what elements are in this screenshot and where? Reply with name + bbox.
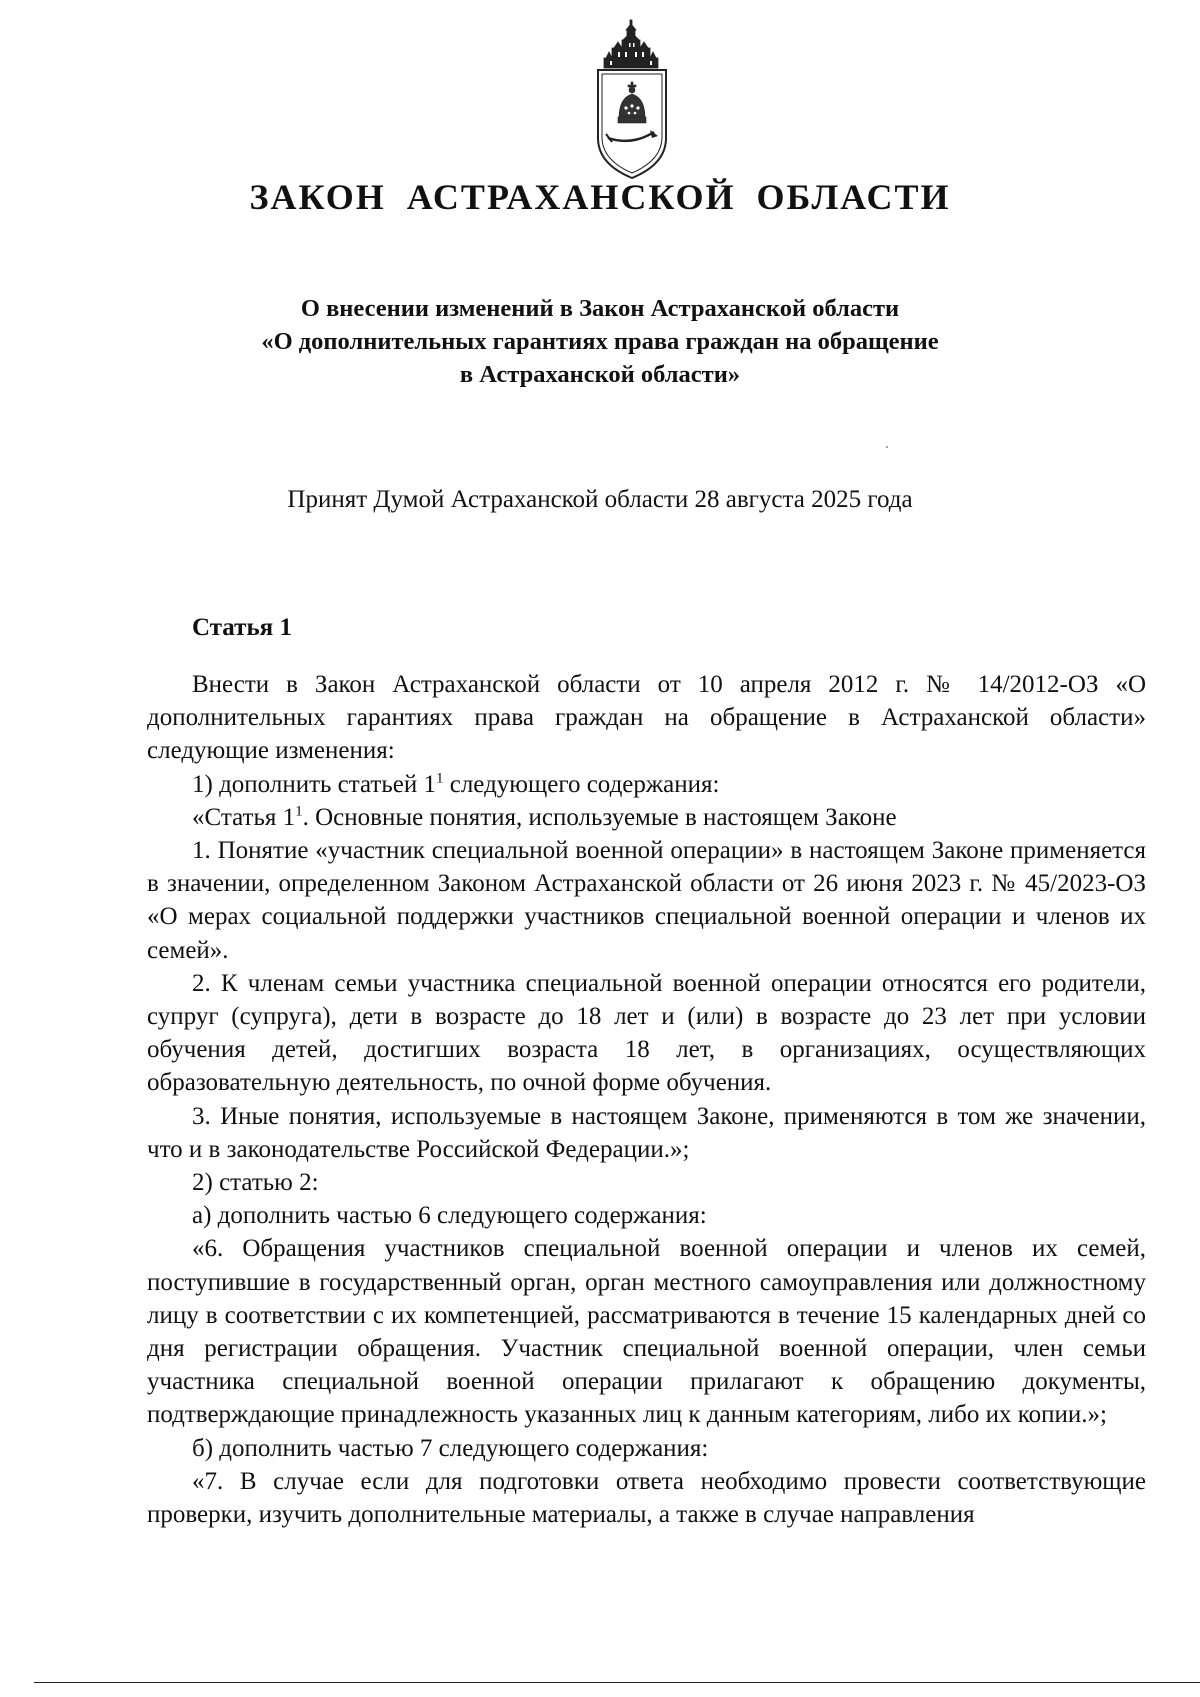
definition-point-3: 3. Иные понятия, используемые в настоящем Законе, применяются в том же значении, что и в законодательстве Российской Федерации.»; bbox=[147, 1102, 1146, 1163]
article-heading: Статья 1 bbox=[192, 614, 292, 641]
astrakhan-coat-of-arms-icon bbox=[592, 18, 674, 190]
article-body bbox=[147, 668, 1146, 1531]
new-article-heading bbox=[147, 801, 1146, 834]
subtitle-line: «О дополнительных гарантиях права граждан на обращение bbox=[261, 328, 939, 355]
amendment-item-1 bbox=[147, 768, 1146, 801]
subtitle-line: в Астраханской области» bbox=[459, 361, 741, 388]
definition-point-1: 1. Понятие «участник специальной военной операции» в настоящем Законе применяется в значении, определенном Законом Астраханской области от 26 июня 2023 г. № 45/2023-ОЗ «О мерах социальной поддержки участников специальной военной операции и членов их семей». bbox=[147, 837, 1146, 964]
amendment-item-2a: а) дополнить частью 6 следующего содержания: bbox=[192, 1202, 707, 1230]
subtitle-line: О внесении изменений в Закон Астраханской области bbox=[300, 295, 900, 322]
item-text: 1) дополнить статьей 1 bbox=[192, 770, 436, 798]
superscript: 1 bbox=[295, 803, 303, 820]
amendment-item-2: 2) статью 2: bbox=[192, 1169, 319, 1197]
superscript: 1 bbox=[435, 770, 444, 787]
item-text: следующего содержания: bbox=[443, 770, 720, 798]
amendment-item-2b: б) дополнить частью 7 следующего содержания: bbox=[192, 1434, 709, 1462]
new-part-6: «6. Обращения участников специальной военной операции и членов их семей, поступившие в государственный орган, орган местного самоуправления или должностному лицу в соответствии с их компетенцией, рассматриваются в течение 15 календарных дней со дня регистрации обращения. Участник специальной военной операции, член семьи участника специальной военной операции прилагают к обращению документы, подтверждающие принадлежность указанных лиц к данным категориям, либо их копии.»; bbox=[147, 1235, 1146, 1429]
article-intro: Внести в Закон Астраханской области от 10 апреля 2012 г. № 14/2012-ОЗ «О дополнительных гарантиях права граждан на обращение в Астраханской области» следующие изменения: bbox=[147, 671, 1146, 765]
definition-point-2: 2. К членам семьи участника специальной военной операции относятся его родители, супруг (супруга), дети в возрасте до 18 лет и (или) в возрасте до 23 лет при условии обучения детей, достигших возраста 18 лет, в организациях, осуществляющих образовательную деятельность, по очной форме обучения. bbox=[147, 969, 1146, 1097]
adoption-statement: Принят Думой Астраханской области 28 августа 2025 года bbox=[287, 486, 913, 513]
page-bottom-rule bbox=[34, 1682, 1200, 1683]
law-title: ЗАКОН АСТРАХАНСКОЙ ОБЛАСТИ bbox=[249, 177, 951, 217]
law-subtitle bbox=[0, 292, 1200, 391]
new-part-7: «7. В случае если для подготовки ответа необходимо провести соответствующие проверки, изучить дополнительные материалы, а также в случае направления bbox=[147, 1467, 1146, 1529]
item-text: «Статья 1 bbox=[192, 803, 296, 831]
scan-speck bbox=[886, 446, 888, 448]
item-text: . Основные понятия, используемые в настоящем Законе bbox=[302, 803, 897, 831]
